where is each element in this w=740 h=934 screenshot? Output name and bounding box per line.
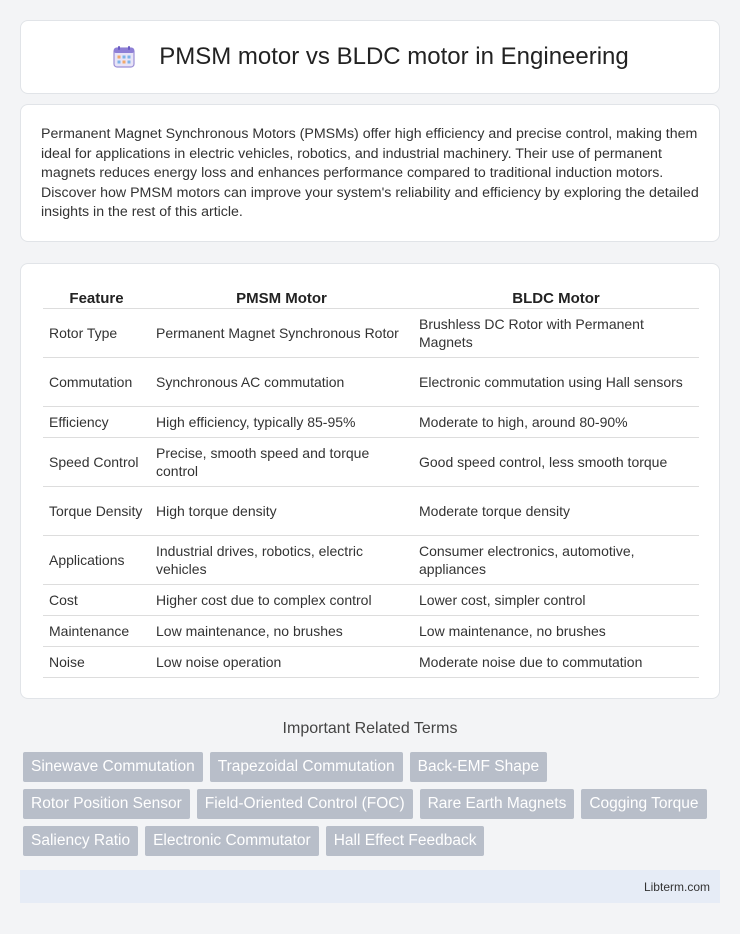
- table-cell-feature: Cost: [43, 585, 150, 616]
- table-row: [43, 647, 699, 678]
- table-cell-bldc: Low maintenance, no brushes: [413, 616, 699, 647]
- footer: [20, 870, 720, 903]
- table-cell-feature: Applications: [43, 536, 150, 585]
- related-term-tag[interactable]: Hall Effect Feedback: [326, 826, 485, 856]
- table-row: [43, 585, 699, 616]
- table-cell-feature: Noise: [43, 647, 150, 678]
- table-cell-pmsm: High torque density: [150, 487, 413, 536]
- related-term-tag[interactable]: Cogging Torque: [581, 789, 706, 819]
- table-cell-feature: Maintenance: [43, 616, 150, 647]
- table-row: [43, 309, 699, 358]
- related-term-tag[interactable]: Field-Oriented Control (FOC): [197, 789, 413, 819]
- table-row: [43, 438, 699, 487]
- table-cell-pmsm: High efficiency, typically 85-95%: [150, 407, 413, 438]
- table-cell-feature: Speed Control: [43, 438, 150, 487]
- table-row: [43, 487, 699, 536]
- table-cell-pmsm: Precise, smooth speed and torque control: [150, 438, 413, 487]
- intro-card: [20, 104, 720, 242]
- table-cell-bldc: Good speed control, less smooth torque: [413, 438, 699, 487]
- table-cell-pmsm: Synchronous AC commutation: [150, 358, 413, 407]
- column-header-pmsm: PMSM Motor: [150, 284, 413, 309]
- related-term-tag[interactable]: Rotor Position Sensor: [23, 789, 190, 819]
- table-cell-feature: Torque Density: [43, 487, 150, 536]
- table-row: [43, 407, 699, 438]
- table-cell-bldc: Brushless DC Rotor with Permanent Magnets: [413, 309, 699, 358]
- table-cell-feature: Commutation: [43, 358, 150, 407]
- header-card: [20, 20, 720, 94]
- table-header-row: [43, 284, 699, 309]
- table-cell-bldc: Consumer electronics, automotive, appliances: [413, 536, 699, 585]
- table-row: [43, 536, 699, 585]
- table-row: [43, 358, 699, 407]
- tag-row: [23, 789, 723, 819]
- related-terms-tags: [23, 752, 723, 863]
- table-cell-bldc: Moderate to high, around 80-90%: [413, 407, 699, 438]
- related-term-tag[interactable]: Rare Earth Magnets: [420, 789, 575, 819]
- table-cell-bldc: Moderate torque density: [413, 487, 699, 536]
- tag-row: [23, 752, 723, 782]
- table-cell-bldc: Electronic commutation using Hall sensors: [413, 358, 699, 407]
- page-title: PMSM motor vs BLDC motor in Engineering: [159, 43, 629, 70]
- footer-site-link[interactable]: Libterm.com: [643, 879, 710, 894]
- related-term-tag[interactable]: Saliency Ratio: [23, 826, 138, 856]
- comparison-table: [43, 284, 699, 678]
- calendar-grid-icon: [111, 44, 137, 70]
- related-term-tag[interactable]: Trapezoidal Commutation: [210, 752, 403, 782]
- tag-row: [23, 826, 723, 856]
- table-cell-pmsm: Low noise operation: [150, 647, 413, 678]
- related-term-tag[interactable]: Back-EMF Shape: [410, 752, 547, 782]
- related-term-tag[interactable]: Sinewave Commutation: [23, 752, 203, 782]
- related-term-tag[interactable]: Electronic Commutator: [145, 826, 319, 856]
- table-cell-feature: Rotor Type: [43, 309, 150, 358]
- related-terms-title: Important Related Terms: [282, 720, 458, 737]
- intro-text: Permanent Magnet Synchronous Motors (PMSMs) offer high efficiency and precise control, making them ideal for applications in electric vehicles, robotics, and industrial machinery. Their use of permanent magnets reduces energy loss and enhances performance compared to traditional induction motors. Discover how PMSM motors can improve your system's reliability and efficiency by exploring the detailed insights in the rest of this article.: [41, 126, 699, 221]
- table-cell-pmsm: Industrial drives, robotics, electric vehicles: [150, 536, 413, 585]
- table-cell-bldc: Moderate noise due to commutation: [413, 647, 699, 678]
- comparison-table-card: [20, 263, 720, 699]
- table-cell-pmsm: Low maintenance, no brushes: [150, 616, 413, 647]
- table-cell-bldc: Lower cost, simpler control: [413, 585, 699, 616]
- table-row: [43, 616, 699, 647]
- table-cell-pmsm: Permanent Magnet Synchronous Rotor: [150, 309, 413, 358]
- table-cell-pmsm: Higher cost due to complex control: [150, 585, 413, 616]
- table-cell-feature: Efficiency: [43, 407, 150, 438]
- column-header-feature: Feature: [43, 284, 150, 309]
- column-header-bldc: BLDC Motor: [413, 284, 699, 309]
